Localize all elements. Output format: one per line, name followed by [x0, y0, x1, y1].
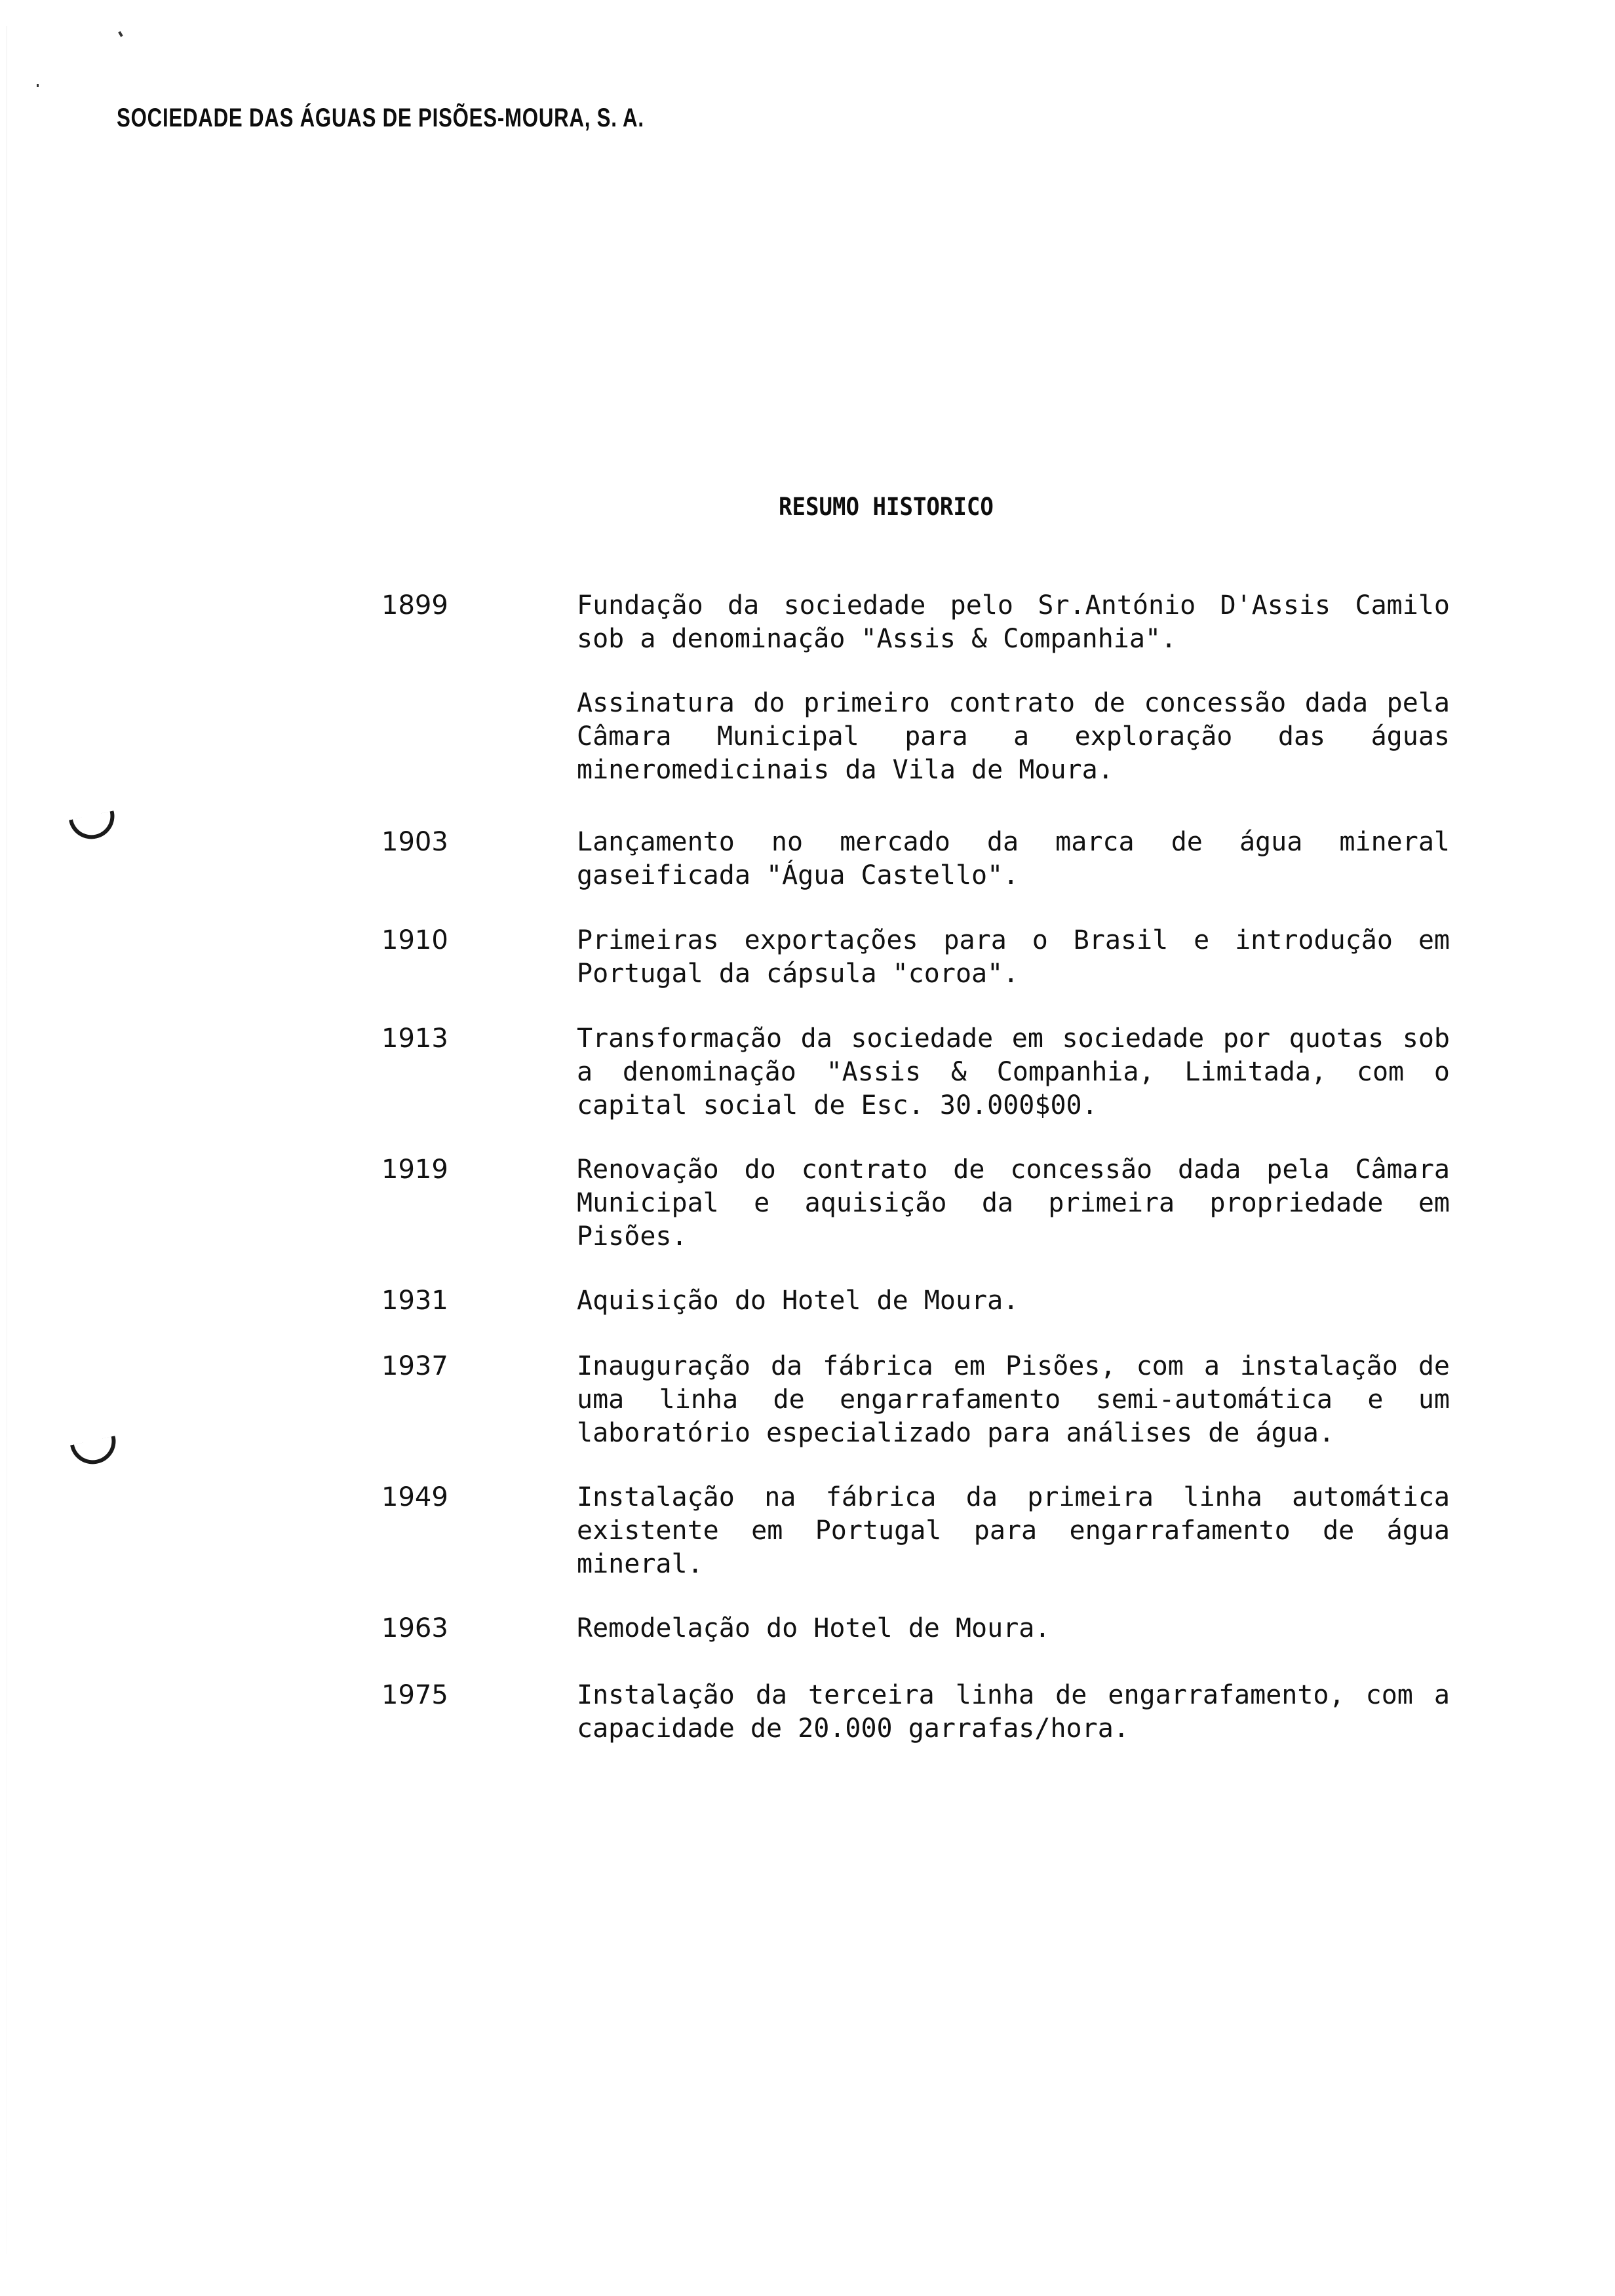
entry-description [577, 1481, 1450, 1581]
entry-paragraph: Aquisição do Hotel de Moura. [577, 1286, 1019, 1316]
entry-description [577, 1350, 1450, 1450]
entry-description [577, 1284, 1450, 1318]
entry-year: 1899 [381, 590, 448, 621]
entry-description [577, 1679, 1450, 1746]
entry-year: 1931 [381, 1286, 448, 1316]
company-letterhead: SOCIEDADE DAS ÁGUAS DE PISÕES-MOURA, S. A. [117, 104, 644, 132]
entry-description [577, 924, 1450, 991]
entry-description [577, 1153, 1450, 1253]
entry-paragraph: Remodelação do Hotel de Moura. [577, 1613, 1051, 1643]
punch-hole-mark [69, 811, 119, 843]
punch-hole-mark [70, 1436, 120, 1468]
entry-year: 1975 [381, 1680, 448, 1710]
entry-year: 1919 [381, 1155, 448, 1185]
entry-paragraph: Instalação da terceira linha de engarrafamento, com a capacidade de 20.000 garrafas/hora. [577, 1680, 1450, 1744]
entry-paragraph: Renovação do contrato de concessão dada pela Câmara Municipal e aquisição da primeira propriedade em Pisões. [577, 1155, 1450, 1252]
entry-year: 1937 [381, 1351, 448, 1381]
entry-year: 1949 [381, 1482, 448, 1512]
entry-description [577, 1612, 1450, 1645]
entry-paragraph: Fundação da sociedade pelo Sr.António D'Assis Camilo sob a denominação "Assis & Companhia". [577, 590, 1450, 654]
entry-year: 1903 [381, 827, 448, 857]
entry-description [577, 589, 1450, 787]
entry-paragraph: Inauguração da fábrica em Pisões, com a instalação de uma linha de engarrafamento semi-automática e um laboratório especializado para análises de água. [577, 1351, 1450, 1448]
entry-paragraph: Instalação na fábrica da primeira linha automática existente em Portugal para engarrafamento de água mineral. [577, 1482, 1450, 1579]
entry-paragraph: Lançamento no mercado da marca de água mineral gaseificada "Água Castello". [577, 827, 1450, 890]
scan-speck [37, 84, 39, 87]
scan-speck [118, 31, 123, 37]
entry-year: 1913 [381, 1024, 448, 1054]
entry-paragraph: Transformação da sociedade em sociedade por quotas sob a denominação "Assis & Companhia, Limitada, com o capital social de Esc. 30.000$00. [577, 1024, 1450, 1120]
entry-paragraph: Primeiras exportações para o Brasil e introdução em Portugal da cápsula "coroa". [577, 925, 1450, 989]
entry-description [577, 826, 1450, 892]
entry-paragraph: Assinatura do primeiro contrato de concessão dada pela Câmara Municipal para a exploração das águas mineromedicinais da Vila de Moura. [577, 688, 1450, 785]
entry-year: 1963 [381, 1613, 448, 1643]
document-title: RESUMO HISTORICO [779, 493, 994, 521]
entry-description [577, 1022, 1450, 1122]
entry-year: 1910 [381, 925, 448, 955]
